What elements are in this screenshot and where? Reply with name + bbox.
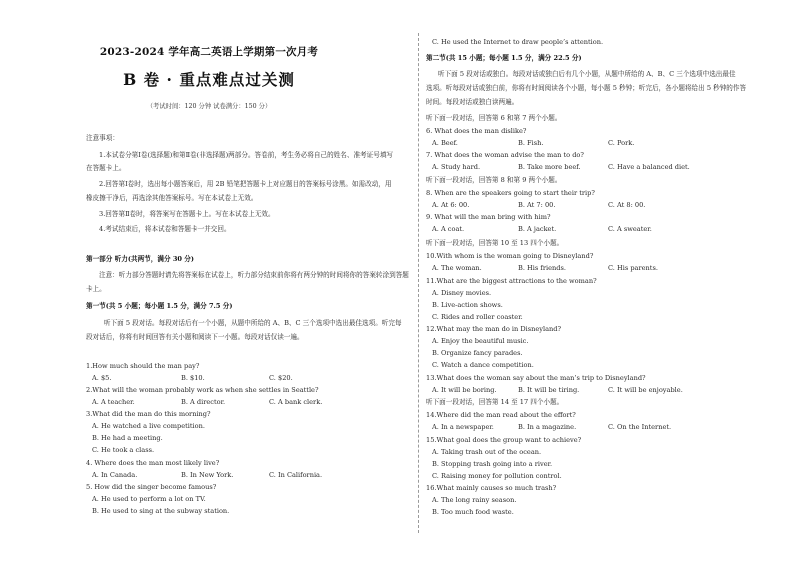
option-a: A. Study hard. <box>432 163 481 171</box>
group-intro: 听下面一段对话，回答第 10 至 13 四个小题。 <box>426 239 564 247</box>
option-b: B. Take more beef. <box>518 163 581 171</box>
option-c: C. He took a class. <box>92 446 155 454</box>
section1-intro-line: 听下面 5 段对话。每段对话后有一个小题，从题中所给的 A、B、C 三个选项中选出最佳选项。听完每 <box>104 319 402 327</box>
option-a: A. He used to perform a lot on TV. <box>92 495 206 503</box>
option-c: C. On the Internet. <box>608 423 672 431</box>
section1-heading: 第一节(共 5 小题；每小题 1.5 分，满分 7.5 分) <box>86 302 233 310</box>
question-text: 12.What may the man do in Disneyland? <box>426 325 562 333</box>
notice-line: 在答题卡上。 <box>86 164 126 172</box>
question-text: 3.What did the man do this morning? <box>86 410 211 418</box>
option-b: B. He used to sing at the subway station. <box>92 507 230 515</box>
notice-line: 2.回答第Ⅰ卷时，选出每小题答案后，用 2B 铅笔把答题卡上对应题目的答案标号涂黑。如需改动，用 <box>99 180 392 188</box>
option-b: B. At 7: 00. <box>518 201 556 209</box>
question-text: 14.Where did the man read about the effort? <box>426 411 576 419</box>
option-c: C. Have a balanced diet. <box>608 163 690 171</box>
option-a: A. Disney movies. <box>432 289 492 297</box>
option-a: A. At 6: 00. <box>432 201 470 209</box>
question-text: 9. What will the man bring with him? <box>426 213 551 221</box>
option-b: B. Stopping trash going into a river. <box>432 460 553 468</box>
option-c: C. A bank clerk. <box>269 398 323 406</box>
notice-line: 3.回答第Ⅱ卷时，将答案写在答题卡上。写在本试卷上无效。 <box>99 210 275 218</box>
section2-intro-line: 时间。每段对话或独白读两遍。 <box>426 98 519 106</box>
option-a: A. In Canada. <box>92 471 138 479</box>
option-b: B. Fish. <box>518 139 544 147</box>
option-a: A. In a newspaper. <box>432 423 494 431</box>
part1-intro-line: 卡上。 <box>86 285 106 293</box>
part1-heading: 第一部分 听力(共两节，满分 30 分) <box>86 255 195 263</box>
option-b: B. A director. <box>181 398 226 406</box>
section2-intro-line: 选项。听每段对话或独白前，你将有时间阅读各个小题，每小题 5 秒钟；听完后，各小题将给出 5 秒钟的作答 <box>426 84 747 92</box>
part1-intro-line: 注意：听力部分答题时请先将答案标在试卷上，听力部分结束前你将有两分钟的时间将你的答案转涂到答题 <box>99 271 409 279</box>
option-c: C. In California. <box>269 471 323 479</box>
option-b: B. Too much food waste. <box>432 508 514 516</box>
option-a: A. The long rainy season. <box>432 496 517 504</box>
option-a: A. Enjoy the beautiful music. <box>432 337 529 345</box>
column-divider <box>418 33 419 533</box>
option-b: B. $10. <box>181 374 205 382</box>
option-c: C. Watch a dance competition. <box>432 361 534 369</box>
option-b: B. In New York. <box>181 471 234 479</box>
question-text: 6. What does the man dislike? <box>426 127 527 135</box>
question-text: 15.What goal does the group want to achieve? <box>426 436 582 444</box>
option-c: C. Rides and roller coaster. <box>432 313 523 321</box>
option-c: C. A sweater. <box>608 225 652 233</box>
exam-info: （考试时间：120 分钟 试卷满分：150 分） <box>146 103 272 110</box>
group-intro: 听下面一段对话，回答第 6 和第 7 两个小题。 <box>426 114 562 122</box>
question-text: 2.What will the woman probably work as when she settles in Seattle? <box>86 386 319 394</box>
question-text: 13.What does the woman say about the man’s trip to Disneyland? <box>426 374 646 382</box>
option-c: C. Raising money for pollution control. <box>432 472 562 480</box>
notice-heading: 注意事项： <box>86 134 119 142</box>
question-text: 16.What mainly causes so much trash? <box>426 484 557 492</box>
option-b: B. Organize fancy parades. <box>432 349 523 357</box>
notice-line: 4.考试结束后，将本试卷和答题卡一并交回。 <box>99 225 231 233</box>
option-c: C. His parents. <box>608 264 658 272</box>
option-b: B. In a magazine. <box>518 423 577 431</box>
question-text: 4. Where does the man most likely live? <box>86 459 220 467</box>
question-text: 10.With whom is the woman going to Disneyland? <box>426 252 594 260</box>
question-text: 8. When are the speakers going to start their trip? <box>426 189 595 197</box>
exam-subtitle: B 卷 · 重点难点过关测 <box>123 70 295 89</box>
section1-intro-line: 段对话后，你将有时间回答有关小题和阅读下一小题。每段对话仅读一遍。 <box>86 333 304 341</box>
notice-line: 橡皮擦干净后，再选涂其他答案标号。写在本试卷上无效。 <box>86 194 258 202</box>
notice-line: 1.本试卷分第Ⅰ卷(选择题)和第Ⅱ卷(非选择题)两部分。答卷前，考生务必将自己的姓名、准考证号填写 <box>99 151 394 159</box>
option-b: B. It will be tiring. <box>518 386 580 394</box>
group-intro: 听下面一段对话，回答第 8 和第 9 两个小题。 <box>426 176 562 184</box>
exam-title: 2023-2024 学年高二英语上学期第一次月考 <box>99 46 319 58</box>
option-a: A. A teacher. <box>92 398 135 406</box>
question-text: 5. How did the singer become famous? <box>86 483 217 491</box>
option-a: A. It will be boring. <box>432 386 497 394</box>
option-a: A. Taking trash out of the ocean. <box>432 448 542 456</box>
question-text: 7. What does the woman advise the man to do? <box>426 151 584 159</box>
section2-heading: 第二节(共 15 小题；每小题 1.5 分，满分 22.5 分) <box>426 54 582 62</box>
option-c: C. At 8: 00. <box>608 201 646 209</box>
option-b: B. His friends. <box>518 264 566 272</box>
option-a: A. Beef. <box>432 139 458 147</box>
option-a: A. A coat. <box>432 225 465 233</box>
option-a: A. The woman. <box>432 264 482 272</box>
question-text: 11.What are the biggest attractions to the woman? <box>426 277 597 285</box>
option-a: A. $5. <box>92 374 112 382</box>
option-c: C. Pork. <box>608 139 635 147</box>
option-c: C. $20. <box>269 374 293 382</box>
question-text: 1.How much should the man pay? <box>86 362 200 370</box>
section2-intro-line: 听下面 5 段对话或独白。每段对话或独白后有几个小题，从题中所给的 A、B、C 三个选项中选出最佳 <box>438 70 736 78</box>
option-b: B. A jacket. <box>518 225 557 233</box>
option-c: C. It will be enjoyable. <box>608 386 683 394</box>
option-b: B. He had a meeting. <box>92 434 163 442</box>
option-a: A. He watched a live competition. <box>92 422 205 430</box>
option-b: B. Live-action shows. <box>432 301 503 309</box>
group-intro: 听下面一段对话，回答第 14 至 17 四个小题。 <box>426 398 564 406</box>
option-c: C. He used the Internet to draw people’s attention. <box>432 38 604 46</box>
